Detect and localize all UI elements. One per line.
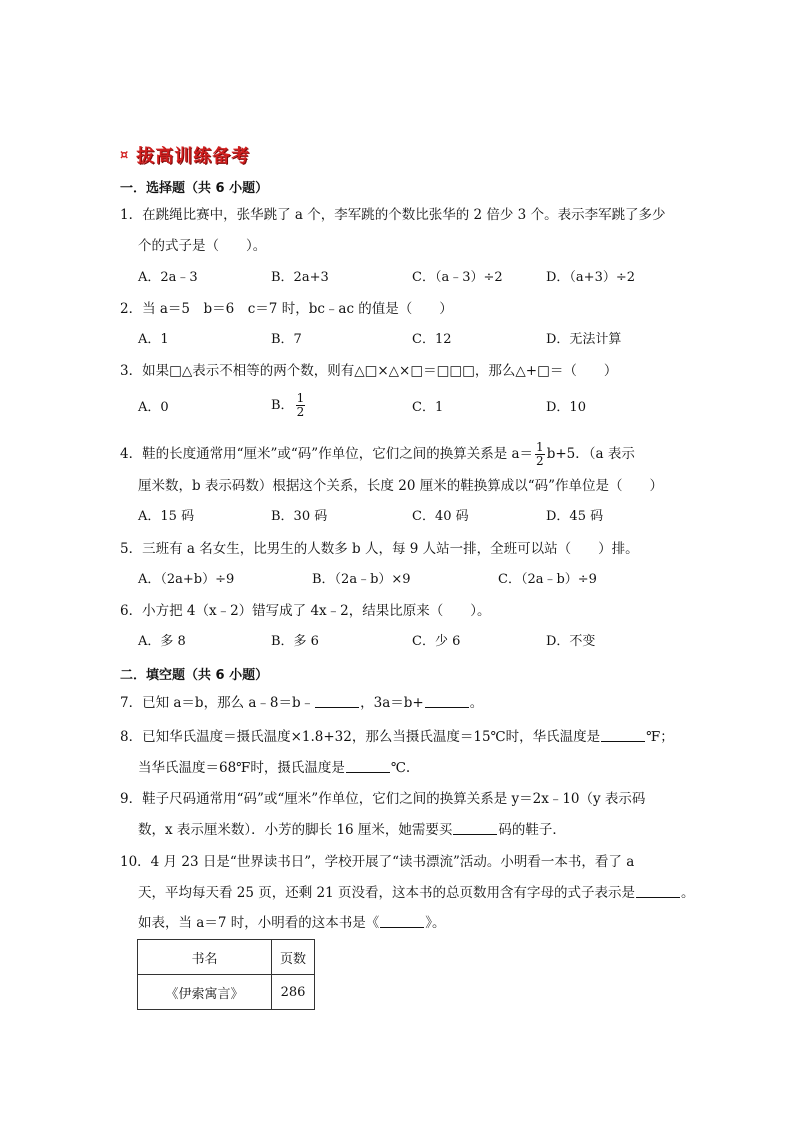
question-3-line-1: 3．如果□△表示不相等的两个数，则有△□×△×□＝□□□，那么△+□＝（ ）	[120, 363, 618, 379]
table-header-cell: 页数	[272, 940, 315, 975]
q8-blank-2[interactable]	[346, 760, 390, 773]
question-1-line-2: 个的式子是（ ）。	[138, 238, 267, 254]
question-9-line-2	[138, 821, 566, 839]
q3-option-b-fraction	[296, 392, 306, 419]
q7-blank-2[interactable]	[425, 695, 469, 708]
fraction-denominator: 2	[536, 454, 544, 468]
section-header	[120, 142, 250, 168]
question-8-line-1	[120, 728, 674, 746]
q6-option-a: A．多 8	[138, 634, 186, 649]
question-8-line-2	[138, 759, 410, 777]
q10-blank-1[interactable]	[636, 885, 680, 898]
q5-option-b: B．（2a﹣b）×9	[312, 572, 411, 587]
q1-option-c: C．（a﹣3）÷2	[412, 270, 503, 285]
q7-text-1: 7．已知 a＝b，那么 a﹣8＝b﹣	[120, 695, 315, 711]
q6-option-b: B．多 6	[271, 634, 319, 649]
q4-fraction	[535, 441, 545, 468]
q7-text-2: ，3a＝b+	[360, 695, 424, 711]
question-9-line-1: 9．鞋子尺码通常用“码”或“厘米”作单位，它们之间的换算关系是 y＝2x﹣10（y 表示码	[120, 791, 646, 807]
q3-option-b-label: B．	[271, 398, 294, 413]
q10-blank-2[interactable]	[380, 915, 424, 928]
q5-option-c: C．（2a﹣b）÷9	[498, 572, 597, 587]
q9-blank[interactable]	[453, 822, 497, 835]
table-cell: 《伊索寓言》	[138, 975, 272, 1010]
q9-text-2: 码的鞋子．	[498, 822, 566, 838]
q2-option-b: B．7	[271, 332, 302, 347]
q1-option-d: D．（a+3）÷2	[546, 270, 636, 285]
table-header-row	[138, 940, 315, 975]
q6-option-d: D．不变	[546, 634, 596, 649]
q4-option-d: D．45 码	[546, 509, 604, 524]
q10-text-3: 如表，当 a＝7 时，小明看的这本书是《	[138, 915, 380, 931]
q4-text-b: b+5．（a 表示	[546, 446, 635, 462]
question-7-line-1	[120, 694, 483, 712]
q8-text-4: ℃.	[390, 760, 411, 776]
q1-option-a: A．2a﹣3	[138, 270, 198, 285]
question-1-line-1: 1．在跳绳比赛中，张华跳了 a 个，李军跳的个数比张华的 2 倍少 3 个。表示李军跳了多少	[120, 207, 666, 223]
q9-text-1: 数，x 表示厘米数）．小芳的脚长 16 厘米，她需要买	[138, 822, 453, 838]
q3-option-d: D．10	[546, 400, 586, 415]
question-6-line-1: 6．小方把 4（x﹣2）错写成了 4x﹣2，结果比原来（ ）。	[120, 603, 491, 619]
table-row	[138, 975, 315, 1010]
q8-text-1: 8．已知华氏温度＝摄氏温度×1.8+32，那么当摄氏温度＝15℃时，华氏温度是	[120, 729, 601, 745]
q3-option-a: A．0	[138, 400, 169, 415]
q4-option-a: A．15 码	[138, 509, 195, 524]
fraction-numerator: 1	[296, 391, 305, 405]
question-4-line-1	[120, 441, 635, 468]
question-10-line-1: 10．4 月 23 日是“世界读书日”，学校开展了“读书漂流”活动。小明看一本书，看了 a	[120, 854, 635, 870]
q2-option-c: C．12	[412, 332, 452, 347]
question-10-line-2	[138, 884, 695, 902]
header-title: 拔高训练备考	[136, 146, 251, 167]
q2-option-d: D．无法计算	[546, 332, 622, 347]
q3-option-b	[271, 392, 307, 419]
section-choice-title: 一．选择题（共 6 小题）	[120, 181, 269, 196]
table-header-cell: 书名	[138, 940, 272, 975]
table-cell: 286	[272, 975, 315, 1010]
section-fill-title: 二．填空题（共 6 小题）	[120, 668, 269, 683]
q6-option-c: C．少 6	[412, 634, 461, 649]
question-10-line-3	[138, 914, 445, 932]
q4-option-c: C．40 码	[412, 509, 469, 524]
header-mark-icon: ¤	[120, 147, 129, 163]
book-table	[137, 939, 315, 1010]
q5-option-a: A．（2a+b）÷9	[138, 572, 235, 587]
q4-text-a: 4．鞋的长度通常用“厘米”或“码”作单位，它们之间的换算关系是 a＝	[120, 446, 534, 462]
q8-text-3: 当华氏温度＝68℉时，摄氏温度是	[138, 760, 345, 776]
question-5-line-1: 5．三班有 a 名女生，比男生的人数多 b 人，每 9 人站一排，全班可以站（ ）排。	[120, 541, 639, 557]
q4-option-b: B．30 码	[271, 509, 328, 524]
q1-option-b: B．2a+3	[271, 270, 329, 285]
fraction-numerator: 1	[536, 440, 544, 454]
q7-text-3: 。	[469, 695, 484, 711]
fraction-denominator: 2	[296, 405, 305, 419]
q8-text-2: ℉；	[646, 729, 674, 745]
q7-blank-1[interactable]	[315, 695, 359, 708]
q10-text-2: 。	[681, 885, 695, 901]
q2-option-a: A．1	[138, 332, 169, 347]
q10-text-4: 》。	[425, 915, 446, 931]
q10-text-1: 天，平均每天看 25 页，还剩 21 页没看，这本书的总页数用含有字母的式子表示是	[138, 885, 636, 901]
question-4-line-2: 厘米数，b 表示码数）根据这个关系，长度 20 厘米的鞋换算成以“码”作单位是（ ）	[138, 478, 663, 494]
q8-blank-1[interactable]	[601, 729, 645, 742]
q3-option-c: C．1	[412, 400, 444, 415]
question-2-line-1: 2．当 a＝5 b＝6 c＝7 时，bc﹣ac 的值是（ ）	[120, 301, 453, 317]
